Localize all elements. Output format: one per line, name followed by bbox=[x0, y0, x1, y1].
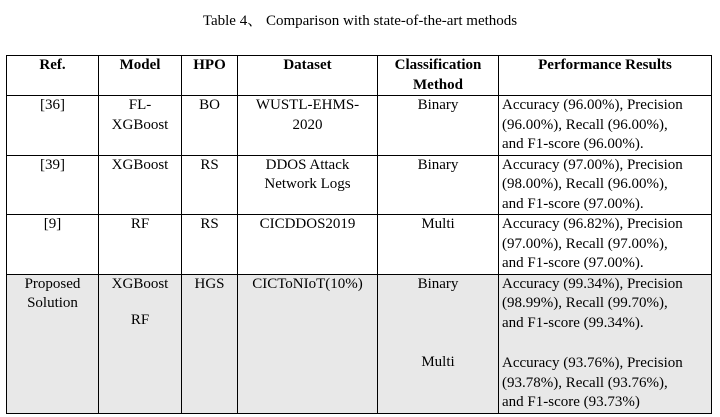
cell-performance bbox=[499, 155, 712, 215]
cell-ref: [36] bbox=[7, 96, 99, 156]
header-method-line-1: Classification bbox=[394, 57, 482, 73]
cell-model-rf: RF bbox=[130, 312, 150, 328]
perf-line: Accuracy (97.00%), Precision bbox=[502, 156, 683, 173]
cell-ref-line-1: Proposed bbox=[24, 275, 81, 292]
cell-performance bbox=[499, 215, 712, 275]
perf-line: (98.00%), Recall (96.00%), bbox=[502, 176, 668, 192]
cell-model-line-2: XGBoost bbox=[111, 116, 169, 133]
cell-method: Binary bbox=[378, 96, 499, 156]
perf-line: (98.99%), Recall (99.70%), bbox=[502, 295, 668, 311]
header-row bbox=[7, 56, 712, 96]
cell-model bbox=[99, 274, 182, 413]
perf-line: Accuracy (99.34%), Precision bbox=[502, 275, 683, 292]
cell-dataset bbox=[238, 96, 378, 156]
cell-dataset: CICToNIoT(10%) bbox=[238, 274, 378, 413]
perf-line: and F1-score (97.00%). bbox=[502, 195, 644, 212]
cell-ref: [39] bbox=[7, 155, 99, 215]
cell-dataset-line-2: Network Logs bbox=[264, 176, 351, 192]
header-hpo: HPO bbox=[182, 56, 238, 96]
table-row bbox=[7, 215, 712, 275]
table-row bbox=[7, 96, 712, 156]
cell-dataset-line-2: 2020 bbox=[292, 116, 323, 133]
cell-dataset-line-1: WUSTL-EHMS- bbox=[255, 97, 360, 113]
cell-method bbox=[378, 274, 499, 413]
perf-line: Accuracy (93.76%), Precision bbox=[502, 355, 683, 371]
cell-ref bbox=[7, 274, 99, 413]
cell-method-binary: Binary bbox=[417, 275, 459, 292]
perf-line: (96.00%), Recall (96.00%), bbox=[502, 116, 668, 133]
perf-line: and F1-score (99.34%). bbox=[502, 314, 644, 331]
table-caption: Table 4、 Comparison with state-of-the-art methods bbox=[202, 13, 518, 29]
cell-performance bbox=[499, 274, 712, 413]
perf-line: and F1-score (93.73%) bbox=[502, 394, 640, 410]
cell-model: XGBoost bbox=[99, 155, 182, 215]
perf-line: Accuracy (96.00%), Precision bbox=[502, 97, 683, 113]
cell-ref: [9] bbox=[7, 215, 99, 275]
cell-hpo: RS bbox=[182, 155, 238, 215]
cell-model-line-1: FL- bbox=[128, 97, 152, 113]
perf-line: (93.78%), Recall (93.76%), bbox=[502, 374, 668, 391]
cell-model-xgboost: XGBoost bbox=[111, 275, 169, 292]
perf-line: Accuracy (96.82%), Precision bbox=[502, 216, 683, 232]
header-dataset: Dataset bbox=[238, 56, 378, 96]
cell-ref-line-2: Solution bbox=[27, 295, 78, 311]
cell-hpo: BO bbox=[182, 96, 238, 156]
cell-dataset-line-1: DDOS Attack bbox=[265, 156, 350, 173]
comparison-table bbox=[6, 55, 712, 414]
header-ref: Ref. bbox=[7, 56, 99, 96]
cell-dataset: CICDDOS2019 bbox=[238, 215, 378, 275]
perf-line: and F1-score (96.00%). bbox=[502, 136, 644, 152]
cell-method: Multi bbox=[378, 215, 499, 275]
cell-method-multi: Multi bbox=[421, 353, 455, 370]
cell-method: Binary bbox=[378, 155, 499, 215]
cell-dataset bbox=[238, 155, 378, 215]
header-method-line-2: Method bbox=[413, 76, 463, 93]
header-classification-method bbox=[378, 56, 499, 96]
cell-hpo: RS bbox=[182, 215, 238, 275]
table-row bbox=[7, 155, 712, 215]
header-model: Model bbox=[99, 56, 182, 96]
cell-performance bbox=[499, 96, 712, 156]
cell-model: RF bbox=[99, 215, 182, 275]
perf-line: and F1-score (97.00%). bbox=[502, 255, 644, 271]
header-performance: Performance Results bbox=[499, 56, 712, 96]
perf-line: (97.00%), Recall (97.00%), bbox=[502, 235, 668, 252]
cell-model bbox=[99, 96, 182, 156]
table-row-proposed bbox=[7, 274, 712, 413]
cell-hpo: HGS bbox=[182, 274, 238, 413]
